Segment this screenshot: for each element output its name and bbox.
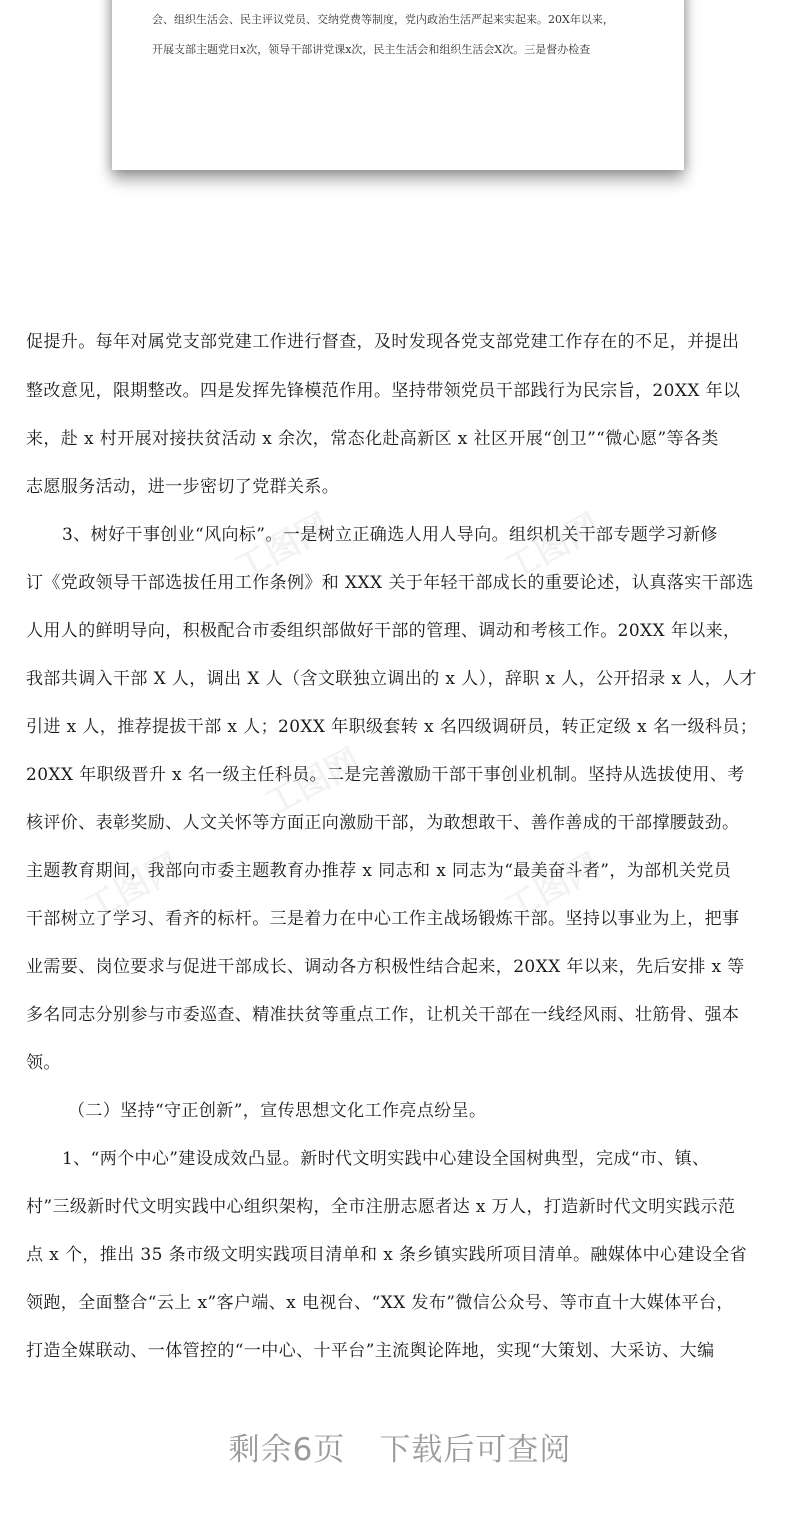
section-heading: 1、“两个中心”建设成效凸显。新时代文明实践中心建设全国树典型，完成“市、镇、 [62, 1149, 710, 1169]
section-heading: 3、树好干事创业“风向标”。一是树立正确选人用人导向。组织机关干部专题学习新修 [62, 525, 718, 545]
paragraph-line: 核评价、表彰奖励、人文关怀等方面正向激励干部，为敢想敢干、善作善成的干部撑腰鼓劲。 [26, 813, 740, 833]
paragraph-line: 多名同志分别参与市委巡查、精准扶贫等重点工作，让机关干部在一线经风雨、壮筋骨、强本 [26, 1005, 740, 1025]
download-hint-label: 下载后可查阅 [379, 1432, 572, 1468]
paragraph-line: 主题教育期间，我部向市委主题教育办推荐 x 同志和 x 同志为“最美奋斗者”，为部机关党员 [26, 861, 732, 881]
paragraph-line: 点 x 个，推出 35 条市级文明实践项目清单和 x 条乡镇实践所项目清单。融媒体中心建设全省 [26, 1245, 748, 1265]
paragraph-line: 我部共调入干部 X 人，调出 X 人（含文联独立调出的 x 人），辞职 x 人，公开招录 x 人，人才 [26, 669, 757, 689]
paragraph-line: 整改意见，限期整改。四是发挥先锋模范作用。坚持带领党员干部践行为民宗旨，20XX 年以 [26, 381, 741, 401]
watermark: 工图网 [228, 505, 338, 590]
paragraph-line: 领。 [26, 1053, 61, 1073]
watermark: 工图网 [258, 740, 368, 825]
paragraph-line: 人用人的鲜明导向，积极配合市委组织部做好干部的管理、调动和考核工作。20XX 年以来， [26, 621, 741, 641]
paragraph-line: 村”三级新时代文明实践中心组织架构，全市注册志愿者达 x 万人，打造新时代文明实践示范 [26, 1197, 736, 1217]
download-prompt[interactable] [0, 1424, 800, 1469]
watermark: 工图网 [498, 845, 608, 930]
previous-page-preview [112, 0, 684, 170]
paragraph-line: 业需要、岗位要求与促进干部成长、调动各方积极性结合起来，20XX 年以来，先后安排 x 等 [26, 957, 745, 977]
paragraph-line: 领跑，全面整合“云上 x”客户端、x 电视台、“XX 发布”微信公众号、等市直十大媒体平台， [26, 1293, 734, 1313]
paragraph-line: 引进 x 人，推荐提拔干部 x 人；20XX 年职级套转 x 名四级调研员，转正定级 x 名一级科员； [26, 717, 758, 737]
preview-line: 会、组织生活会、民主评议党员、交纳党费等制度，党内政治生活严起来实起来。20X年以来， [152, 13, 614, 26]
paragraph-line: 志愿服务活动，进一步密切了党群关系。 [26, 477, 340, 497]
preview-line: 开展支部主题党日x次，领导干部讲党课x次，民主生活会和组织生活会X次。三是督办检查 [152, 43, 591, 56]
paragraph-line: 促提升。每年对属党支部党建工作进行督查，及时发现各党支部党建工作存在的不足，并提出 [26, 332, 740, 352]
paragraph-line: 订《党政领导干部选拔任用工作条例》和 XXX 关于年轻干部成长的重要论述，认真落实干部选 [26, 573, 754, 593]
watermark: 工图网 [78, 845, 188, 930]
section-heading: （二）坚持“守正创新”，宣传思想文化工作亮点纷呈。 [68, 1101, 487, 1121]
paragraph-line: 20XX 年职级晋升 x 名一级主任科员。二是完善激励干部干事创业机制。坚持从选拔使用、考 [26, 765, 745, 785]
paragraph-line: 来，赴 x 村开展对接扶贫活动 x 余次，常态化赴高新区 x 社区开展“创卫”“微心愿”等各类 [26, 429, 719, 449]
watermark: 工图网 [498, 505, 608, 590]
paragraph-line: 打造全媒联动、一体管控的“一中心、十平台”主流舆论阵地，实现“大策划、大采访、大编 [26, 1341, 715, 1361]
remaining-pages-label: 剩余6页 [228, 1432, 346, 1468]
paragraph-line: 干部树立了学习、看齐的标杆。三是着力在中心工作主战场锻炼干部。坚持以事业为上，把事 [26, 909, 740, 929]
